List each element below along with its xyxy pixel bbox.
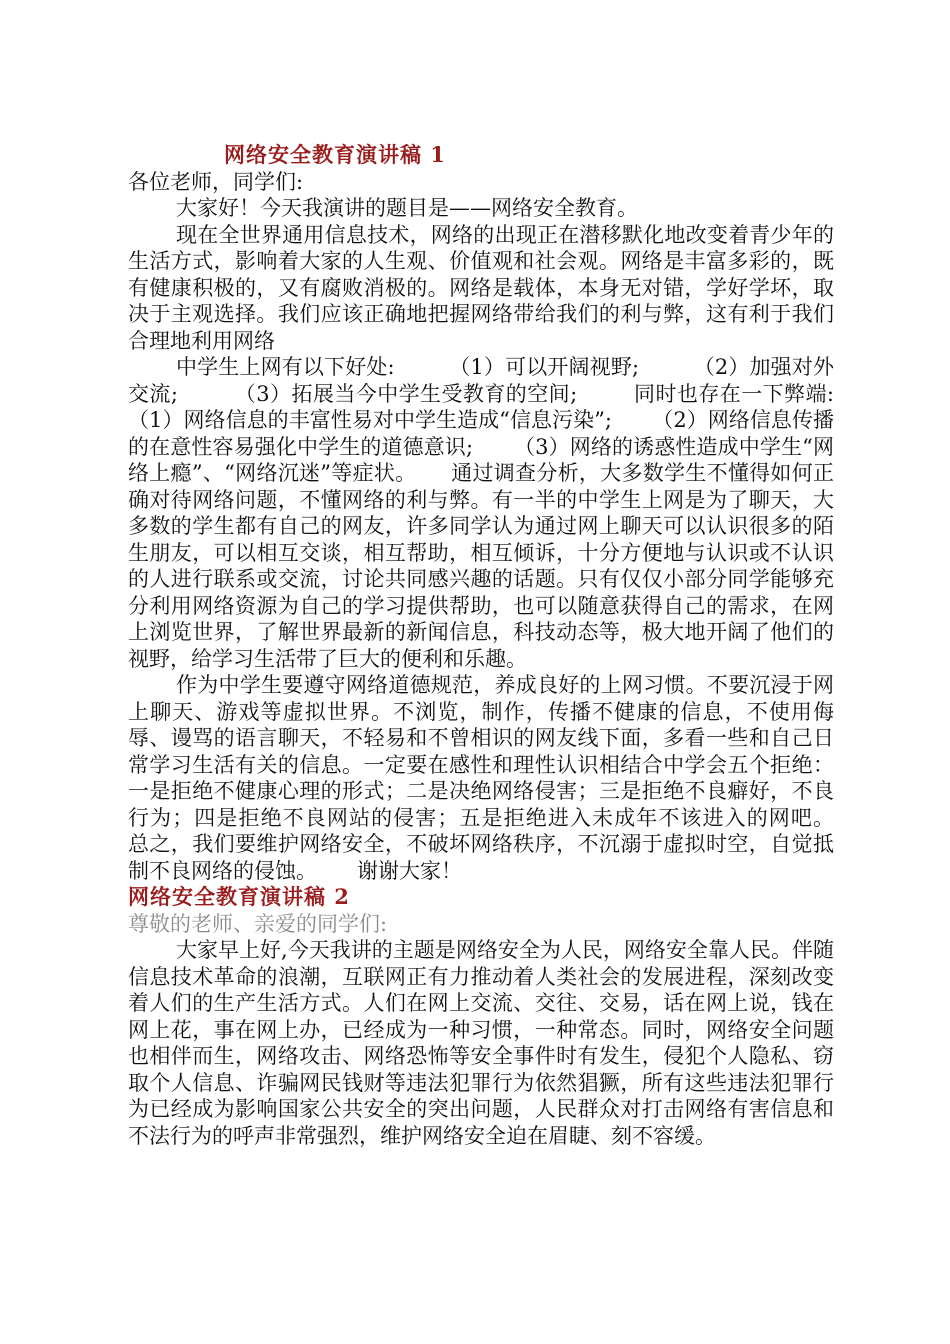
speech1-paragraph: 现在全世界通用信息技术，网络的出现正在潜移默化地改变着青少年的生活方式，影响着大家的人生观、价值观和社会观。网络是丰富多彩的，既有健康积极的，又有腐败消极的。网络是载体，本身无对错，学好学坏，取决于主观选择。我们应该正确地把握网络带给我们的利与弊，这有利于我们合理地利用网络 [128,222,834,353]
speech2-paragraph: 大家早上好,今天我讲的主题是网络安全为人民，网络安全靠人民。伴随信息技术革命的浪潮，互联网正有力推动着人类社会的发展进程，深刻改变着人们的生产生活方式。人们在网上交流、交往、交易，话在网上说，钱在网上花，事在网上办，已经成为一种习惯，一种常态。同时，网络安全问题也相伴而生，网络攻击、网络恐怖等安全事件时有发生，侵犯个人隐私、窃取个人信息、诈骗网民钱财等违法犯罪行为依然猖獗，所有这些违法犯罪行为已经成为影响国家公共安全的突出问题，人民群众对打击网络有害信息和不法行为的呼声非常强烈，维护网络安全迫在眉睫、刻不容缓。 [128,938,834,1148]
speech1-paragraph: 中学生上网有以下好处: （1）可以开阔视野; （2）加强对外交流; （3）拓展当今中学生受教育的空间; 同时也存在一下弊端: （1）网络信息的丰富性易对中学生造成“信息污染”; （2）网络信息传播的在意性容易强化中学生的道德意识; （3）网络的诱惑性造成中学生“网络上瘾”、“网络沉迷”等症状。 通过调查分析，大多数学生不懂得如何正确对待网络问题，不懂网络的利与弊。有一半的中学生上网是为了聊天，大多数的学生都有自己的网友，许多同学认为通过网上聊天可以认识很多的陌生朋友，可以相互交谈，相互帮助，相互倾诉，十分方便地与认识或不认识的人进行联系或交流，讨论共同感兴趣的话题。只有仅仅小部分同学能够充分利用网络资源为自己的学习提供帮助，也可以随意获得自己的需求，在网上浏览世界，了解世界最新的新闻信息，科技动态等，极大地开阔了他们的视野，给学习生活带了巨大的便利和乐趣。 [128,355,875,671]
document-page [128,142,875,1149]
speech1-title: 网络安全教育演讲稿 1 [224,142,446,167]
speech1-salutation: 各位老师，同学们: [128,169,304,194]
speech1-paragraph: 作为中学生要遵守网络道德规范，养成良好的上网习惯。不要沉浸于网上聊天、游戏等虚拟世界。不浏览，制作，传播不健康的信息，不使用侮辱、谩骂的语言聊天，不轻易和不曾相识的网友线下面，多看一些和自己日常学习生活有关的信息。一定要在感性和理性认识相结合中学会五个拒绝：一是拒绝不健康心理的形式；二是决绝网络侵害；三是拒绝不良癖好，不良行为；四是拒绝不良网站的侵害；五是拒绝进入未成年不该进入的网吧。 总之，我们要维护网络安全，不破坏网络秩序，不沉溺于虚拟时空，自觉抵制不良网络的侵蚀。 谢谢大家！ [128,673,875,883]
speech2-title: 网络安全教育演讲稿 2 [128,884,350,909]
speech1-paragraph: 大家好！今天我演讲的题目是——网络安全教育。 [176,196,638,220]
speech2-salutation: 尊敬的老师、亲爱的同学们: [128,911,388,936]
